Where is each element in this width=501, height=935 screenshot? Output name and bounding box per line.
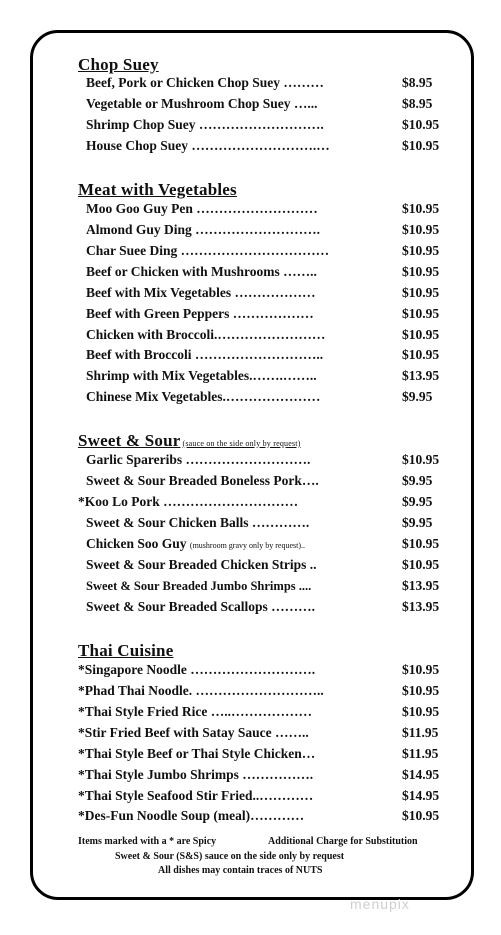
item-price: $10.95: [402, 808, 440, 823]
item-name: Vegetable or Mushroom Chop Suey …...: [86, 96, 318, 111]
item-name: *Phad Thai Noodle. ………………………..: [78, 683, 324, 698]
section-title-chop-suey: [78, 55, 159, 75]
item-name: *Thai Style Beef or Thai Style Chicken…: [78, 746, 316, 761]
item-price: $10.95: [402, 327, 440, 342]
item-price: $8.95: [402, 75, 433, 90]
item-name: *Thai Style Jumbo Shrimps …………….: [78, 767, 314, 782]
section-title-text: Chop Suey: [78, 55, 159, 74]
item-price: $14.95: [402, 788, 440, 803]
item-name: Beef or Chicken with Mushrooms ……..: [86, 264, 317, 279]
item-price: $9.95: [402, 473, 433, 488]
item-price: $11.95: [402, 725, 439, 740]
item-price: $10.95: [402, 222, 440, 237]
item-name: Sweet & Sour Breaded Boneless Pork….: [86, 473, 319, 488]
section-title-meat-with-vegetables: [78, 180, 237, 200]
item-price: $10.95: [402, 243, 440, 258]
item-price: $10.95: [402, 704, 440, 719]
item-name: *Des-Fun Noodle Soup (meal)…………: [78, 808, 305, 823]
item-name: Chicken with Broccoli.……………………: [86, 327, 326, 342]
section-title-text: Sweet & Sour: [78, 431, 181, 450]
item-price: $10.95: [402, 306, 440, 321]
item-price: $13.95: [402, 578, 440, 593]
item-name: Char Suee Ding ……………………………: [86, 243, 330, 258]
item-name-text: Chicken Soo Guy: [86, 536, 187, 551]
item-price: $10.95: [402, 201, 440, 216]
item-price: $9.95: [402, 389, 433, 404]
item-name: Almond Guy Ding ……………………….: [86, 222, 321, 237]
item-name: Shrimp Chop Suey ……………………….: [86, 117, 324, 132]
item-name: House Chop Suey ……………………….…: [86, 138, 330, 153]
item-name: Beef, Pork or Chicken Chop Suey ………: [86, 75, 324, 90]
item-price: $11.95: [402, 746, 439, 761]
item-name: *Thai Style Fried Rice …..………………: [78, 704, 312, 719]
item-price: $10.95: [402, 557, 440, 572]
item-price: $10.95: [402, 347, 440, 362]
item-name: *Singapore Noodle ……………………….: [78, 662, 316, 677]
item-name: Sweet & Sour Breaded Scallops ……….: [86, 599, 316, 614]
item-price: $10.95: [402, 662, 440, 677]
item-price: $9.95: [402, 494, 433, 509]
item-price: $10.95: [402, 683, 440, 698]
section-title-text: Thai Cuisine: [78, 641, 174, 660]
item-price: $10.95: [402, 452, 440, 467]
item-name: [86, 534, 305, 556]
item-name: Sweet & Sour Chicken Balls ………….: [86, 515, 310, 530]
item-price: $10.95: [402, 264, 440, 279]
item-name: Beef with Mix Vegetables ………………: [86, 285, 316, 300]
item-name: *Stir Fried Beef with Satay Sauce ……..: [78, 725, 309, 740]
item-name: Moo Goo Guy Pen ………………………: [86, 201, 318, 216]
watermark-logo: menupix: [350, 896, 410, 912]
footer-substitution-note: Additional Charge for Substitution: [268, 836, 418, 847]
item-name: Beef with Broccoli ………………………..: [86, 347, 324, 362]
item-name: *Thai Style Seafood Stir Fried..…………: [78, 788, 314, 803]
item-name: Beef with Green Peppers ………………: [86, 306, 314, 321]
item-name: Chinese Mix Vegetables.…………………: [86, 389, 321, 404]
item-price: $13.95: [402, 599, 440, 614]
item-name: Sweet & Sour Breaded Jumbo Shrimps ....: [86, 579, 312, 593]
item-name: *Koo Lo Pork …………………………: [78, 494, 299, 509]
section-title-text: Meat with Vegetables: [78, 180, 237, 199]
item-note: (mushroom gravy only by request)..: [189, 541, 305, 550]
item-price: $14.95: [402, 767, 440, 782]
item-price: $10.95: [402, 536, 440, 551]
item-price: $13.95: [402, 368, 440, 383]
footer-nuts-note: All dishes may contain traces of NUTS: [158, 865, 323, 876]
item-name: Garlic Spareribs ……………………….: [86, 452, 311, 467]
item-price: $10.95: [402, 117, 440, 132]
item-price: $8.95: [402, 96, 433, 111]
section-title-thai-cuisine: [78, 641, 173, 661]
footer-sauce-note: Sweet & Sour (S&S) sauce on the side only by request: [115, 851, 345, 862]
item-name: Sweet & Sour Breaded Chicken Strips ..: [86, 557, 317, 572]
section-note: (sauce on the side only by request): [182, 439, 301, 448]
section-title-sweet-and-sour: [78, 431, 301, 451]
item-name: Shrimp with Mix Vegetables.…….……..: [86, 368, 317, 383]
footer-spicy-note: Items marked with a * are Spicy: [78, 836, 217, 847]
item-price: $9.95: [402, 515, 433, 530]
item-price: $10.95: [402, 285, 440, 300]
item-price: $10.95: [402, 138, 440, 153]
